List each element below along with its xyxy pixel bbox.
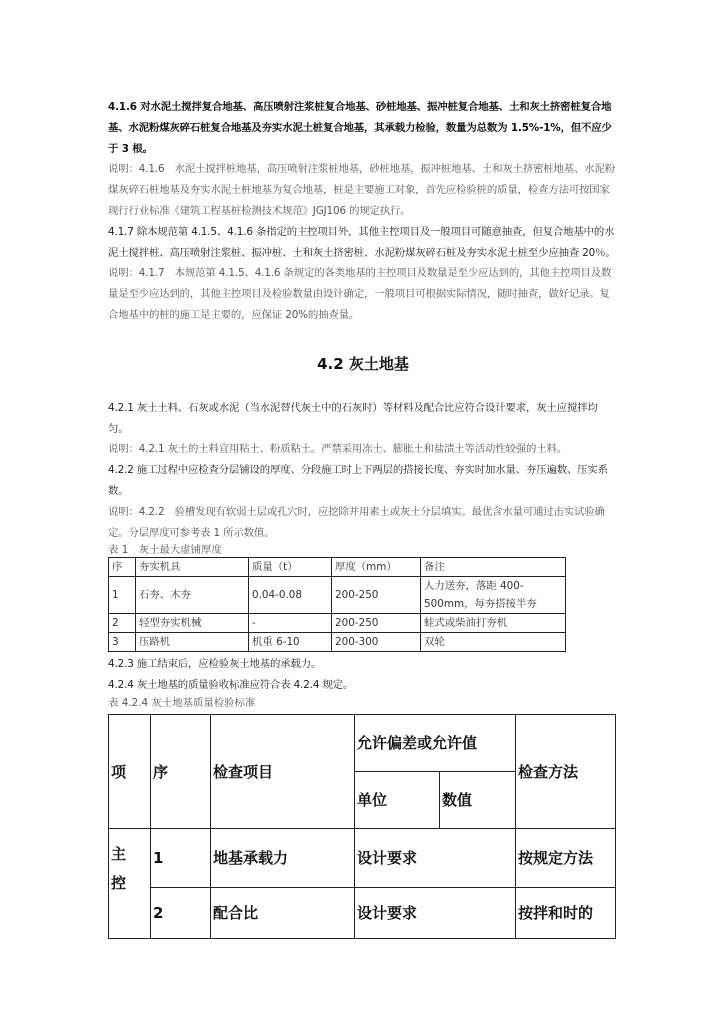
table-cell: 蛙式或柴油打夯机 [421, 614, 566, 633]
table-header-cell: 厚度（mm） [332, 558, 421, 577]
remark-line: 人力送夯，落距 400- [424, 580, 524, 593]
document-page [108, 97, 618, 939]
clause-4-2-4: 4.2.4 灰土地基的质量验收标准应符合表 4.2.4 规定。 [108, 679, 354, 692]
table-header-cell: 夯实机具 [136, 558, 249, 577]
clause-4-2-2-note: 说明：4.2.2 验槽发现有软弱土层或孔穴时，应挖除并用素土或灰土分层填实。最优含水量可通过击实试验确定。分层厚度可参考表 1 所示数值。 [108, 505, 605, 539]
table-header-cell: 允许偏差或允许值 [355, 714, 516, 771]
table-cell: 1 [109, 577, 136, 614]
clause-4-1-6-note: 说明：4.1.6 水泥土搅拌桩地基，高压喷射注浆桩地基，砂桩地基，振冲桩地基、土和灰土挤密桩地基、水泥粉煤灰碎石桩地基及夯实水泥土桩地基为复合地基，桩是主要施工对象，首先应检验桩的质量，检查方法可按国家现行行业标准《建筑工程基桩检测技术规范》JGJ106 的规定执行。 [108, 163, 615, 217]
table-header-cell: 检查项目 [211, 714, 355, 828]
table-cell: 200-300 [332, 633, 421, 652]
table-cell: 按规定方法 [516, 828, 616, 887]
table-header-cell: 单位 [355, 771, 440, 828]
table-cell: 200-250 [332, 577, 421, 614]
clause-4-2-3: 4.2.3 施工结束后，应检验灰土地基的承载力。 [108, 658, 322, 671]
table-cell: 石夯、木夯 [136, 577, 249, 614]
table-cell: 按拌和时的 [516, 887, 616, 938]
table-row [109, 614, 566, 633]
table-cell [421, 577, 566, 614]
clause-4-1-7-note: 说明：4.1.7 本规范第 4.1.5、4.1.6 条规定的各类地基的主控项目及数量是至少应达到的，其他主控项目及数量是至少应达到的，其他主控项目及检验数量由设计确定，一般项目可根据实际情况，随时抽查，做好记录。复合地基中的桩的施工是主要的，应保证 20%的抽查量。 [108, 267, 612, 321]
table-header-cell: 序 [109, 558, 136, 577]
table-cell: 配合比 [211, 887, 355, 938]
table-header-cell: 检查方法 [516, 714, 616, 828]
table-header-cell: 质量（t） [249, 558, 332, 577]
table-row [109, 577, 566, 614]
table-cell: 1 [151, 828, 211, 887]
clause-4-2-2: 4.2.2 施工过程中应检查分层铺设的厚度、分段施工时上下两层的搭接长度、夯实时加水量、夯压遍数、压实系数。 [108, 464, 608, 497]
table-row [109, 633, 566, 652]
table-cell: 压路机 [136, 633, 249, 652]
table-row [109, 887, 616, 938]
group-char: 控 [111, 873, 127, 892]
table-cell: 0.04-0.08 [249, 577, 332, 614]
table-cell: 3 [109, 633, 136, 652]
table-cell: - [249, 614, 332, 633]
table1 [108, 557, 566, 652]
table-cell: 设计要求 [355, 887, 516, 938]
table-cell: 200-250 [332, 614, 421, 633]
table1-caption: 表 1 灰土最大虚铺厚度 [108, 544, 222, 557]
group-char: 主 [111, 844, 127, 863]
table-header-cell: 备注 [421, 558, 566, 577]
clause-4-1-7: 4.1.7 除本规范第 4.1.5、4.1.6 条指定的主控项目外，其他主控项目及一般项目可随意抽查，但复合地基中的水泥土搅拌桩、高压喷射注浆桩、振冲桩、土和灰土挤密桩、水泥粉煤灰碎石桩及夯实水泥土桩至少应抽查 20％。 [108, 225, 616, 259]
table-cell: 设计要求 [355, 828, 516, 887]
table2 [108, 714, 616, 939]
table-cell: 地基承载力 [211, 828, 355, 887]
table-cell: 2 [151, 887, 211, 938]
table-cell: 轻型夯实机械 [136, 614, 249, 633]
table-header-cell: 项 [109, 714, 151, 828]
table-header-row [109, 714, 616, 771]
remark-line: 500mm，每夯搭接半夯 [424, 598, 537, 611]
table-cell: 双轮 [421, 633, 566, 652]
table-cell: 机重 6-10 [249, 633, 332, 652]
table-cell: 2 [109, 614, 136, 633]
clause-4-1-6: 4.1.6 对水泥土搅拌复合地基、高压喷射注浆桩复合地基、砂桩地基、振冲桩复合地基、土和灰土挤密桩复合地基、水泥粉煤灰碎石桩复合地基及夯实水泥土桩复合地基，其承载力检验，数量为总数为 1.5%-1%，但不应少于 3 根。 [108, 101, 612, 155]
table-header-cell: 序 [151, 714, 211, 828]
table2-caption: 表 4.2.4 灰土地基质量检验标准 [108, 696, 256, 709]
clause-4-2-1-note: 说明：4.2.1 灰土的土料宜用粘土、粉质粘土。严禁采用冻土、膨胀土和盐渍土等活动性较强的土料。 [108, 443, 567, 456]
table-cell [109, 828, 151, 938]
section-title: 4.2 灰土地基 [317, 354, 409, 373]
table-row [109, 828, 616, 887]
table-header-row [109, 558, 566, 577]
table-header-cell: 数值 [440, 771, 516, 828]
clause-4-2-1: 4.2.1 灰土土料、石灰或水泥（当水泥替代灰土中的石灰时）等材料及配合比应符合设计要求，灰土应搅拌均匀。 [108, 401, 598, 435]
